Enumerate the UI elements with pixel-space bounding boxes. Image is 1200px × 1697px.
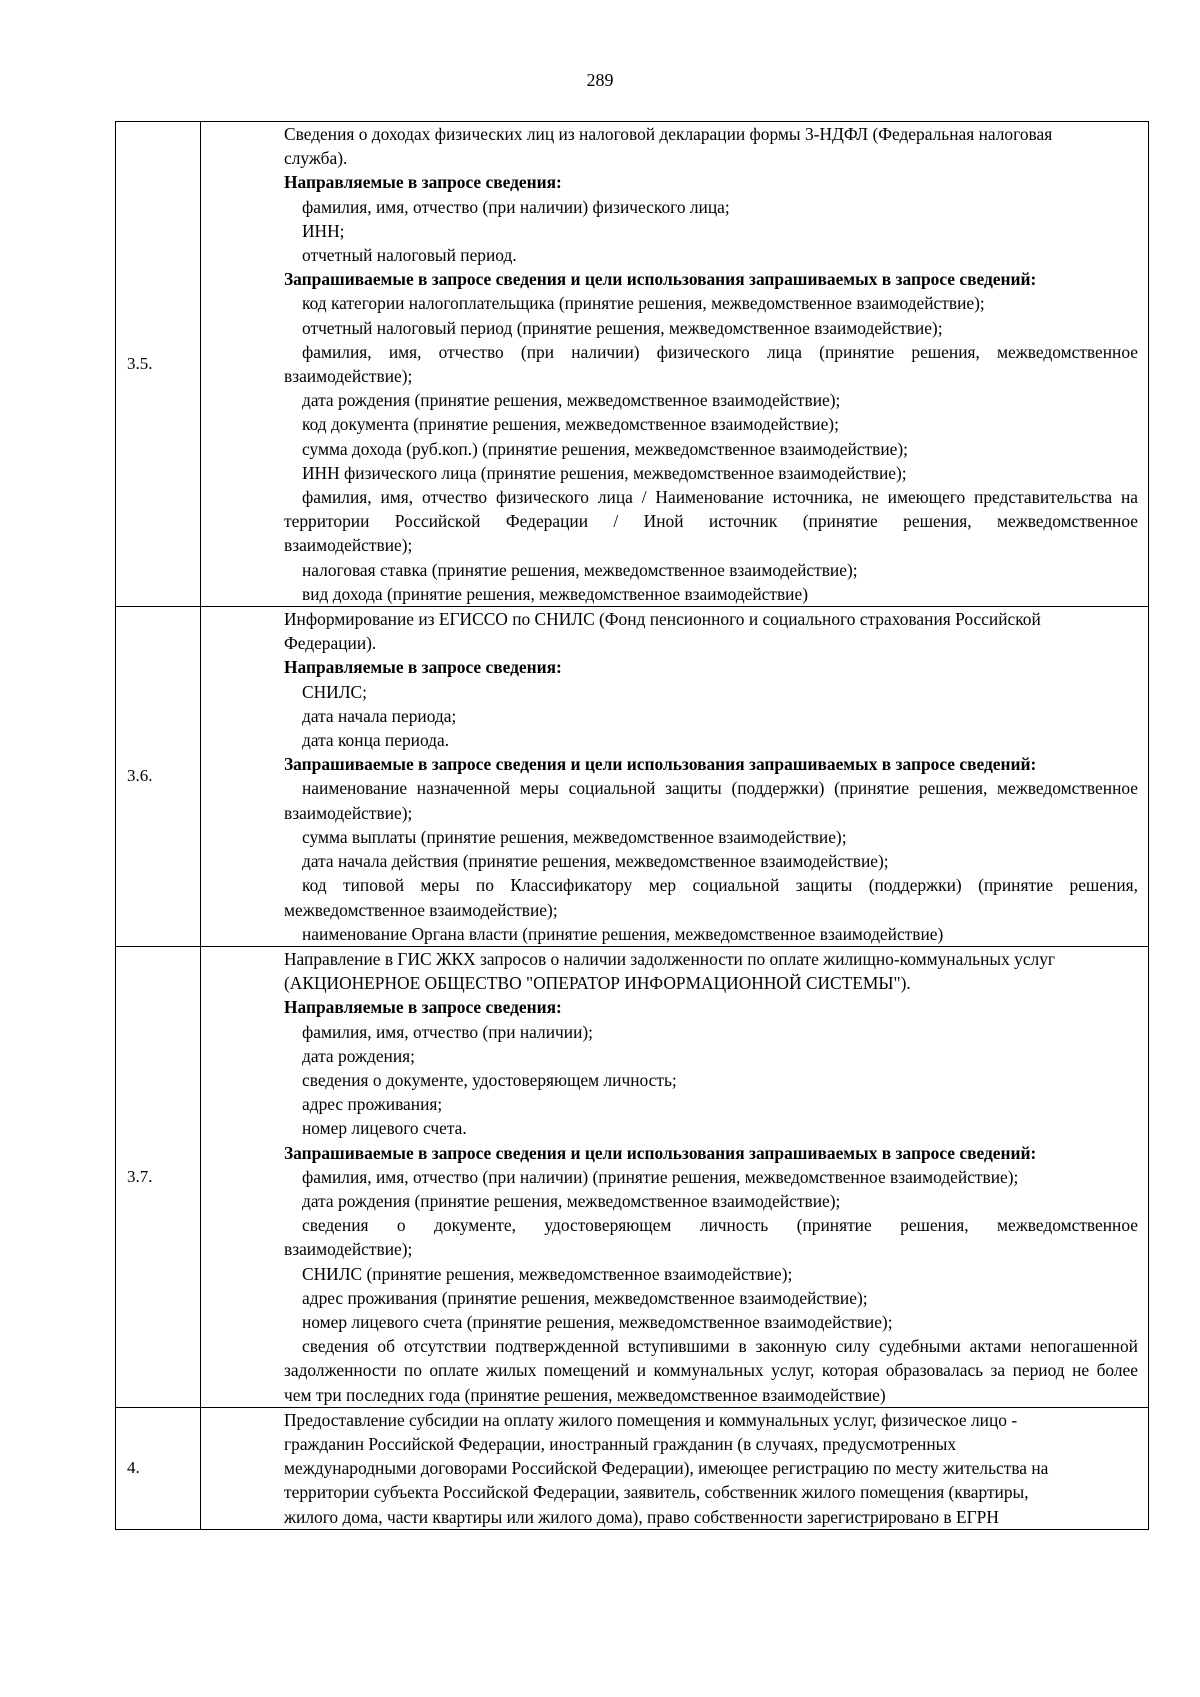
text-line: адрес проживания (принятие решения, межведомственное взаимодействие);	[302, 1287, 868, 1308]
text-line: Предоставление субсидии на оплату жилого помещения и коммунальных услуг, физическое лицо -	[284, 1409, 1018, 1430]
section-heading: Направляемые в запросе сведения:	[284, 657, 562, 678]
text-line: код типовой меры по Классификатору мер социальной защиты (поддержки) (принятие решения,	[302, 875, 1138, 896]
row-number: 3.5.	[116, 122, 201, 607]
text-line: дата начала действия (принятие решения, межведомственное взаимодействие);	[302, 851, 889, 872]
document-table	[115, 121, 1149, 1530]
text-line: налоговая ставка (принятие решения, межведомственное взаимодействие);	[302, 559, 858, 580]
row-content	[201, 946, 1149, 1407]
section-heading: Направляемые в запросе сведения:	[284, 997, 562, 1018]
row-content	[201, 607, 1149, 947]
text-line: сведения о документе, удостоверяющем личность (принятие решения, межведомственное	[302, 1215, 1138, 1236]
text-line: ИНН;	[302, 220, 345, 241]
text-line: номер лицевого счета.	[302, 1118, 467, 1139]
text-line: Сведения о доходах физических лиц из налоговой декларации формы 3-НДФЛ (Федеральная налоговая	[284, 124, 1053, 144]
text-line: задолженности по оплате жилых помещений и коммунальных услуг, которая образовалась за период не более	[284, 1360, 1138, 1381]
text-line: СНИЛС (принятие решения, межведомственное взаимодействие);	[302, 1263, 793, 1284]
section-heading: Запрашиваемые в запросе сведения и цели использования запрашиваемых в запросе сведений:	[284, 754, 1037, 775]
text-line: Направление в ГИС ЖКХ запросов о наличии задолженности по оплате жилищно-коммунальных услуг	[284, 948, 1056, 969]
text-line: Информирование из ЕГИССО по СНИЛС (Фонд пенсионного и социального страхования Российской	[284, 609, 1041, 630]
row-content	[201, 122, 1149, 607]
text-line: фамилия, имя, отчество (при наличии);	[302, 1021, 593, 1042]
text-line: фамилия, имя, отчество (при наличии) физического лица (принятие решения, межведомственное	[302, 341, 1138, 362]
section-heading: Направляемые в запросе сведения:	[284, 172, 562, 193]
text-line: дата рождения (принятие решения, межведомственное взаимодействие);	[302, 390, 841, 411]
row-number: 4.	[116, 1407, 201, 1529]
text-line: гражданин Российской Федерации, иностранный гражданин (в случаях, предусмотренных	[284, 1433, 957, 1454]
text-line: код категории налогоплательщика (принятие решения, межведомственное взаимодействие);	[302, 293, 985, 314]
text-line: адрес проживания;	[302, 1094, 443, 1115]
text-line: вид дохода (принятие решения, межведомственное взаимодействие)	[302, 583, 808, 604]
section-heading: Запрашиваемые в запросе сведения и цели использования запрашиваемых в запросе сведений:	[284, 1142, 1037, 1163]
text-line: взаимодействие);	[284, 535, 413, 556]
text-line: международными договорами Российской Федерации), имеющее регистрацию по месту жительства на	[284, 1458, 1049, 1479]
text-line: взаимодействие);	[284, 1239, 413, 1260]
document-table-body	[116, 122, 1149, 1530]
text-line: служба).	[284, 148, 348, 169]
text-line: дата рождения;	[302, 1045, 415, 1066]
text-line: СНИЛС;	[302, 681, 367, 702]
text-line: территории субъекта Российской Федерации, заявитель, собственник жилого помещения (квартиры,	[284, 1482, 1029, 1503]
text-line: Федерации).	[284, 633, 377, 654]
table-row	[116, 946, 1149, 1407]
page-number: 289	[586, 70, 614, 90]
text-line: межведомственное взаимодействие);	[284, 899, 558, 920]
text-line: наименование назначенной меры социальной защиты (поддержки) (принятие решения, межведомственное	[302, 778, 1138, 799]
text-line: фамилия, имя, отчество (при наличии) физического лица;	[302, 196, 730, 217]
text-line: отчетный налоговый период.	[302, 245, 517, 266]
text-line: сведения об отсутствии подтвержденной вступившими в законную силу судебными актами непогашенной	[302, 1336, 1138, 1357]
section-heading: Запрашиваемые в запросе сведения и цели использования запрашиваемых в запросе сведений:	[284, 269, 1037, 290]
text-line: номер лицевого счета (принятие решения, межведомственное взаимодействие);	[302, 1311, 893, 1332]
row-content	[201, 1407, 1149, 1529]
table-row	[116, 122, 1149, 607]
text-line: сумма выплаты (принятие решения, межведомственное взаимодействие);	[302, 826, 847, 847]
text-line: ИНН физического лица (принятие решения, межведомственное взаимодействие);	[302, 462, 907, 483]
text-line: взаимодействие);	[284, 366, 413, 387]
text-line: взаимодействие);	[284, 802, 413, 823]
text-line: код документа (принятие решения, межведомственное взаимодействие);	[302, 414, 839, 435]
table-row	[116, 1407, 1149, 1529]
text-line: дата конца периода.	[302, 730, 450, 751]
text-line: территории Российской Федерации / Иной источник (принятие решения, межведомственное	[284, 511, 1138, 532]
text-line: чем три последних года (принятие решения, межведомственное взаимодействие)	[284, 1384, 886, 1405]
text-line: сведения о документе, удостоверяющем личность;	[302, 1069, 677, 1090]
table-row	[116, 607, 1149, 947]
text-line: дата рождения (принятие решения, межведомственное взаимодействие);	[302, 1190, 841, 1211]
text-line: сумма дохода (руб.коп.) (принятие решения, межведомственное взаимодействие);	[302, 438, 908, 459]
text-line: жилого дома, части квартиры или жилого дома), право собственности зарегистрировано в ЕГРН	[284, 1506, 999, 1527]
text-line: отчетный налоговый период (принятие решения, межведомственное взаимодействие);	[302, 317, 943, 338]
text-line: наименование Органа власти (принятие решения, межведомственное взаимодействие)	[302, 923, 944, 944]
text-line: фамилия, имя, отчество физического лица / Наименование источника, не имеющего представительства на	[302, 487, 1138, 508]
row-number: 3.7.	[116, 946, 201, 1407]
text-line: (АКЦИОНЕРНОЕ ОБЩЕСТВО "ОПЕРАТОР ИНФОРМАЦИОННОЙ СИСТЕМЫ").	[284, 973, 911, 994]
row-number: 3.6.	[116, 607, 201, 947]
text-line: дата начала периода;	[302, 705, 457, 726]
text-line: фамилия, имя, отчество (при наличии) (принятие решения, межведомственное взаимодействие);	[302, 1166, 1019, 1187]
